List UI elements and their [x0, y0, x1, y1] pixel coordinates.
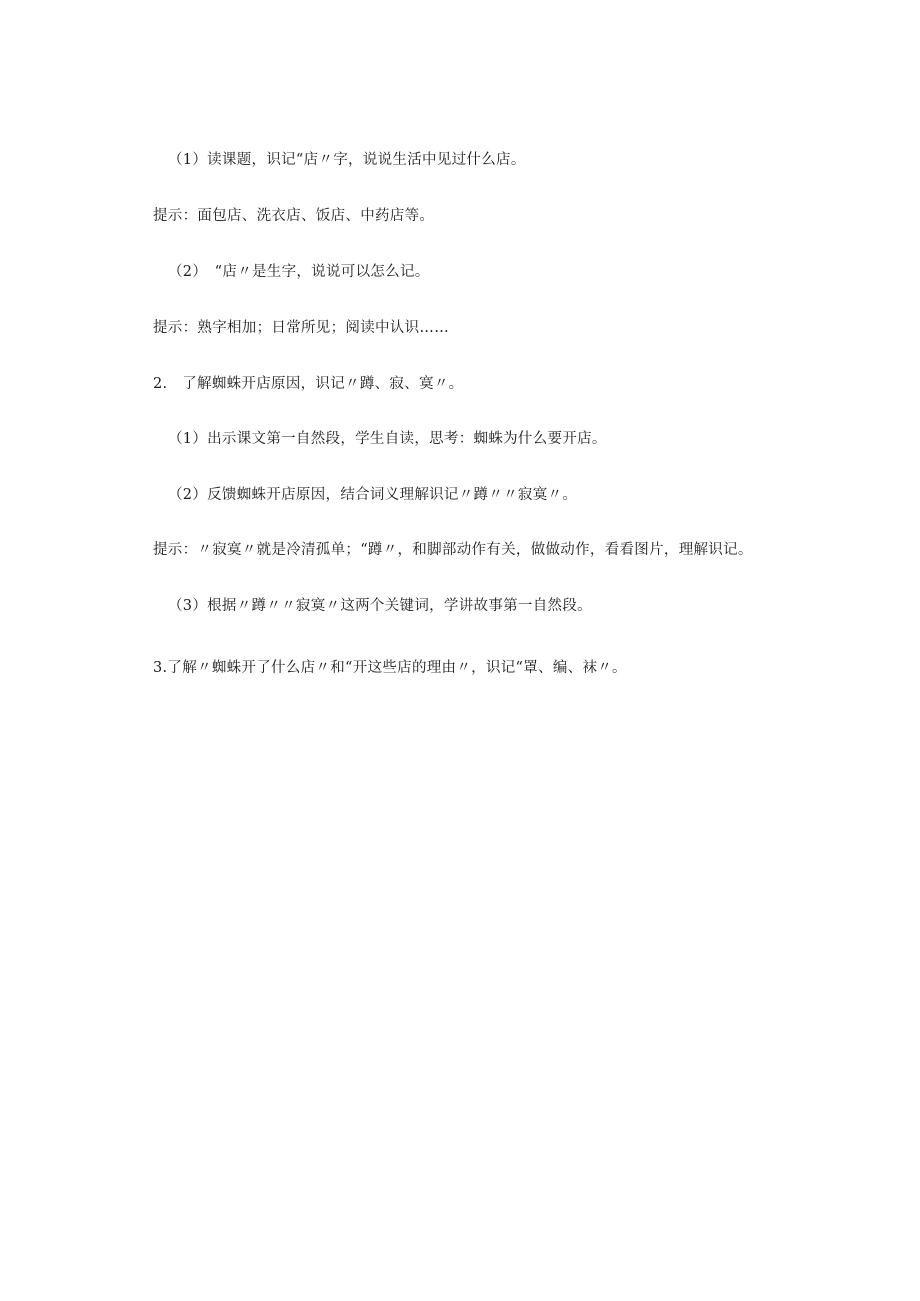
hint-3: 提示：〃寂寞〃就是冷清孤单；“蹲〃，和脚部动作有关，做做动作，看看图片，理解识记。	[153, 542, 753, 558]
hint-2: 提示：熟字相加；日常所见；阅读中认识……	[153, 320, 449, 336]
step-2-3: （3）根据〃蹲〃〃寂寞〃这两个关键词，学讲故事第一自然段。	[168, 598, 592, 614]
section-3-heading: 3.了解〃蜘蛛开了什么店〃和“开这些店的理由〃，识记“罩、编、袜〃。	[153, 660, 627, 676]
step-1-1: （1）读课题，识记“店〃字，说说生活中见过什么店。	[168, 152, 526, 168]
section-2-heading: 2. 了解蜘蛛开店原因，识记〃蹲、寂、寞〃。	[153, 376, 464, 392]
step-2-2: （2）反馈蜘蛛开店原因，结合词义理解识记〃蹲〃〃寂寞〃。	[168, 487, 578, 503]
hint-1: 提示：面包店、洗衣店、饭店、中药店等。	[153, 208, 435, 224]
step-1-2: （2） “店〃是生字，说说可以怎么记。	[168, 264, 430, 280]
step-2-1: （1）出示课文第一自然段，学生自读，思考：蜘蛛为什么要开店。	[168, 431, 607, 447]
